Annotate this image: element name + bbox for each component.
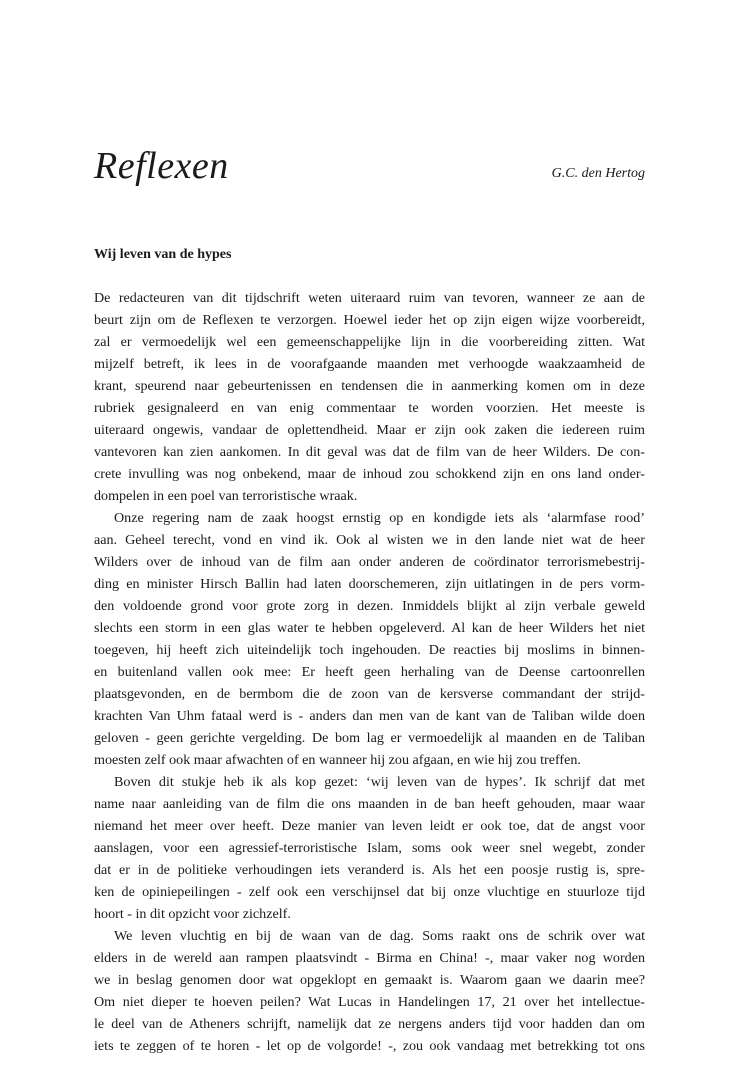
text-line: name naar aanleiding van de film die ons maanden in de ban heeft gehouden, maar waar — [94, 796, 645, 812]
section-heading: Wij leven van de hypes — [94, 247, 232, 262]
text-line: aanslagen, voor een agressief-terroristische Islam, soms ook weer snel wegebt, zonder — [94, 840, 645, 856]
text-line: moesten zelf ook maar afwachten of en wanneer hij zou afgaan, en wie hij zou treffen. — [94, 752, 581, 768]
text-line: We leven vluchtig en bij de waan van de dag. Soms raakt ons de schrik over wat — [114, 928, 645, 944]
text-line: aan. Geheel terecht, vond en vind ik. Ook al wisten we in den lande niet wat de heer — [94, 532, 645, 548]
text-line: iets te zeggen of te horen - let op de volgorde! -, zou ook vandaag met betrekking tot ons — [94, 1038, 645, 1054]
text-line: we in beslag genomen door wat opgeklopt en gemaakt is. Waarom gaan we daarin mee? — [94, 972, 645, 988]
text-line: hoort - in dit opzicht voor zichzelf. — [94, 906, 291, 922]
text-line: ken de opiniepeilingen - zelf ook een verschijnsel dat bij onze vluchtige en stuurloze tijd — [94, 884, 645, 900]
text-line: crete invulling was nog onbekend, maar de inhoud zou schokkend zijn en ons land onder- — [94, 466, 645, 482]
text-line: De redacteuren van dit tijdschrift weten uiteraard ruim van tevoren, wanneer ze aan de — [94, 290, 645, 306]
page-title: Reflexen — [94, 145, 229, 187]
text-line: le deel van de Atheners schrijft, namelijk dat ze nergens anders tijd voor hadden dan om — [94, 1016, 645, 1032]
text-line: vantevoren kan zien aankomen. In dit geval was dat de film van de heer Wilders. De con- — [94, 444, 645, 460]
text-line: geloven - geen gerichte vergelding. De bom lag er vermoedelijk al maanden en de Taliban — [94, 730, 645, 746]
text-line: niemand het meer over heeft. Deze manier van leven leidt er ook toe, dat de angst voor — [94, 818, 645, 834]
author-name: G.C. den Hertog — [551, 166, 645, 181]
text-line: ding en minister Hirsch Ballin had laten doorschemeren, zijn uitlatingen in de pers vorm- — [94, 576, 645, 592]
text-line: beurt zijn om de Reflexen te verzorgen. Hoewel ieder het op zijn eigen wijze voorbereidt, — [94, 312, 645, 328]
text-line: dompelen in een poel van terroristische wraak. — [94, 488, 358, 504]
text-line: plaatsgevonden, en de bermbom die de zoon van de kersverse commandant der strijd- — [94, 686, 645, 702]
text-line: slechts een storm in een glas water te hebben opgeleverd. Al kan de heer Wilders het niet — [94, 620, 645, 636]
text-line: krant, speurend naar gebeurtenissen en tendensen die in aanmerking komen om in deze — [94, 378, 645, 394]
text-line: elders in de wereld aan rampen plaatsvindt - Birma en China! -, maar vaker nog worden — [94, 950, 645, 966]
text-line: uiteraard ongewis, vandaar de oplettendheid. Maar er zijn ook zaken die iedereen ruim — [94, 422, 645, 438]
text-line: Onze regering nam de zaak hoogst ernstig op en kondigde iets als ‘alarmfase rood’ — [114, 510, 645, 526]
text-line: Boven dit stukje heb ik als kop gezet: ‘wij leven van de hypes’. Ik schrijf dat met — [114, 774, 645, 790]
text-line: zal er vermoedelijk wel een gemeenschappelijke lijn in die voorbereiding zitten. Wat — [94, 334, 645, 350]
text-line: mijzelf betreft, ik lees in de voorafgaande maanden met verhoogde waakzaamheid de — [94, 356, 645, 372]
text-line: Wilders over de inhoud van de film aan onder anderen de coördinator terrorismebestrij- — [94, 554, 645, 570]
text-line: en buitenland vallen ook mee: Er heeft geen herhaling van de Deense cartoonrellen — [94, 664, 645, 680]
text-line: rubriek gesignaleerd en van enig commentaar te worden voorzien. Het meeste is — [94, 400, 645, 416]
text-line: Om niet dieper te hoeven peilen? Wat Lucas in Handelingen 17, 21 over het intellectue- — [94, 994, 645, 1010]
text-line: den voldoende grond voor grote zorg in dezen. Inmiddels blijkt al zijn verbale geweld — [94, 598, 645, 614]
text-line: toegeven, hij heeft zich uiteindelijk toch ingehouden. De reacties bij moslims in binnen- — [94, 642, 645, 658]
text-line: krachten Van Uhm fataal werd is - anders dan men van de kant van de Taliban wilde doen — [94, 708, 645, 724]
text-line: dat er in de politieke verhoudingen iets veranderd is. Als het een poosje rustig is, spre- — [94, 862, 645, 878]
body-text — [94, 287, 645, 1057]
